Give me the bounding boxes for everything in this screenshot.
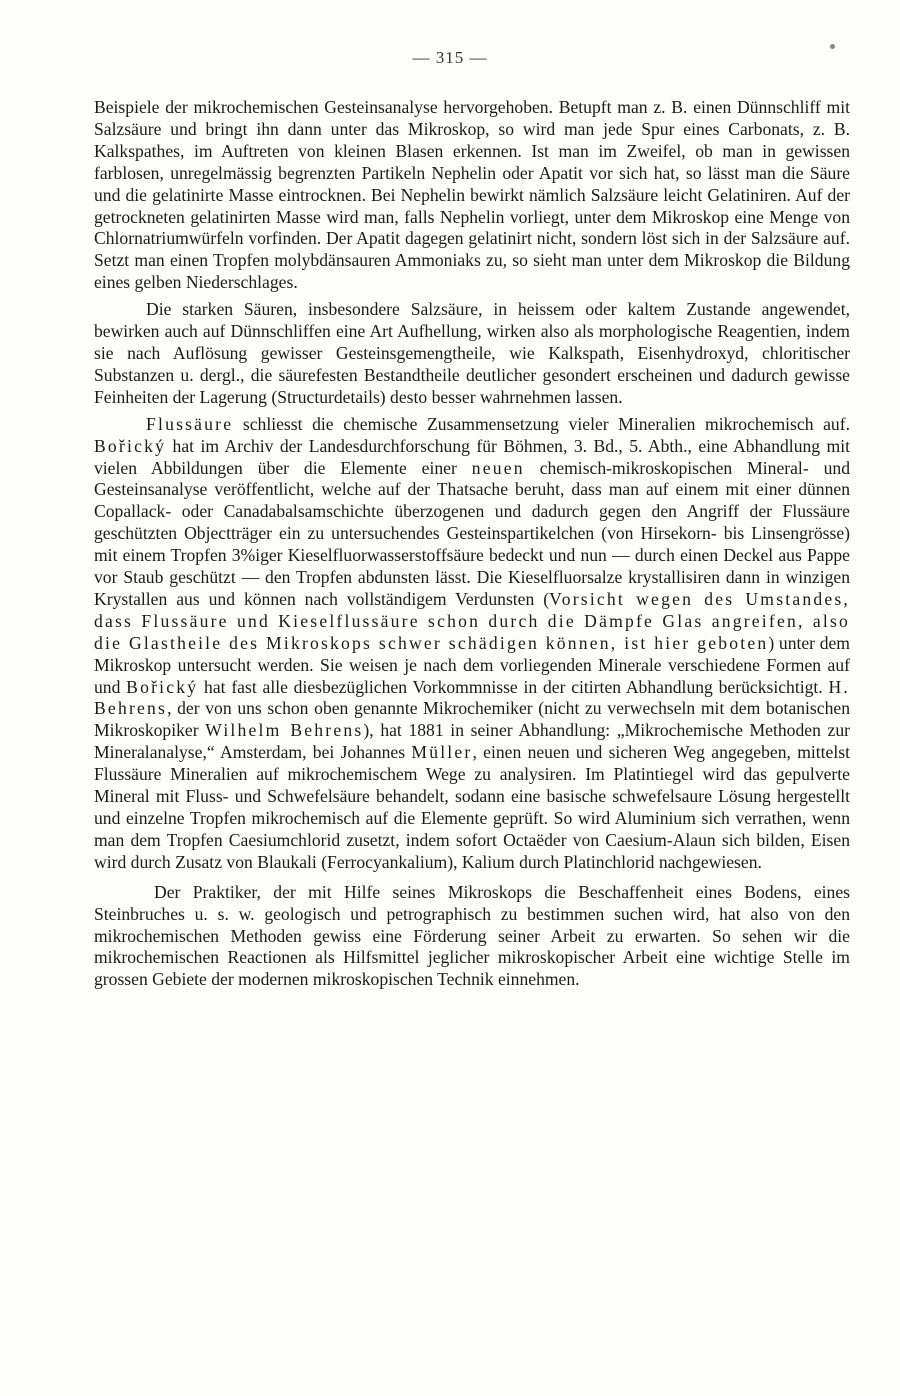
text-segment: schliesst die chemische Zusammensetzung vieler Mineralien mikrochemisch auf.: [233, 413, 850, 434]
text-segment: chemisch-mikroskopischen Mineral- und Gesteinsanalyse veröffentlicht, welche auf der Thatsache beruht, dass man auf einem mit einer dünnen Copallack- oder Canadabalsamschichte überzogenen und dadurch gegen den Angriff der Flussäure geschützten Objectträger ein zu untersuchendes Gesteinspartikelchen (von Hirsekorn- bis Linsengrösse) mit einem Tropfen 3%iger Kieselfluorwasserstoffsäure bedeckt und nun — durch einen Deckel aus Pappe vor Staub geschützt — den Tropfen abdunsten lässt. Die Kieselfluorsalze krystallisiren dann in winzigen Krystallen aus und können nach vollständigem Verdunsten (: [94, 457, 850, 609]
paragraph-4: [94, 882, 850, 992]
emphasized-text: neuen: [471, 457, 525, 478]
ink-speck: [830, 44, 835, 49]
text-segment: Die starken Säuren, insbesondere Salzsäure, in heissem oder kaltem Zustande angewendet, bewirken auch auf Dünnschliffen eine Art Aufhellung, wirken also als morphologische Reagentien, indem sie nach Auflösung gewisser Gesteinsgemengtheile, wie Kalkspath, Eisenhydroxyd, chloritischer Substanzen u. dergl., die säurefesten Bestandtheile deutlicher gesondert erscheinen und dadurch gewisse Feinheiten der Lagerung (Structurdetails) desto besser wahrnehmen lassen.: [94, 299, 850, 407]
text-segment: Beispiele der mikrochemischen Gesteinsanalyse hervorgehoben. Betupft man z. B. einen Dünnschliff mit Salzsäure und bringt ihn dann unter das Mikroskop, so wird man jede Spur eines Carbonats, z. B. Kalkspathes, im Auftreten von kleinen Blasen erkennen. Ist man im Zweifel, ob man in gewissen farblosen, unregelmässig begrenzten Partikeln Nephelin oder Apatit vor sich hat, so lässt man die Säure und die gelatinirte Masse eintrocknen. Bei Nephelin bewirkt nämlich Salzsäure leicht Gelatiniren. Auf der getrockneten gelatinirten Masse wird man, falls Nephelin vorliegt, unter dem Mikroskop eine Menge von Chlornatriumwürfeln vorfinden. Der Apatit dagegen gelatinirt nicht, sondern löst sich in der Salzsäure auf. Setzt man einen Tropfen molybdänsauren Ammoniaks zu, so sieht man unter dem Mikroskop die Bildung eines gelben Niederschlages.: [94, 97, 850, 293]
text-segment: , einen neuen und sicheren Weg angegeben, mittelst Flussäure Mineralien auf mikrochemischem Wege zu analysiren. Im Platintiegel wird das gepulverte Mineral mit Fluss- und Schwefelsäure behandelt, sodann eine basische schwefelsaure Lösung hergestellt und einzelne Tropfen mikrochemisch auf die Elemente geprüft. So wird Aluminium sich verrathen, wenn man dem Tropfen Caesiumchlorid zusetzt, indem sofort Octaëder von Caesium-Alaun sich bilden, Eisen wird durch Zusatz von Blaukali (Ferrocyankalium), Kalium durch Platinchlorid nachgewiesen.: [94, 742, 850, 872]
paragraph-1: [94, 97, 850, 294]
emphasized-text: Müller: [411, 742, 473, 763]
emphasized-text: Bořický: [126, 676, 199, 697]
body-text: [94, 97, 850, 991]
paragraph-2: [94, 299, 850, 409]
emphasized-text: Wilhelm Behrens: [205, 720, 364, 741]
text-segment: hat fast alle diesbezüglichen Vorkommnisse in der citirten Abhandlung berücksichtigt.: [198, 676, 829, 697]
text-segment: ) unter dem Mikroskop untersucht werden. Sie weisen je nach dem vorliegenden Minerale verschiedene Formen auf und: [94, 632, 850, 697]
emphasized-text: Vorsicht wegen des Umstandes, dass Flussäure und Kieselflussäure schon durch die Dämpfe Glas angreifen, also die Glastheile des Mikroskops schwer schädigen können, ist hier geboten: [94, 588, 850, 653]
text-segment: ), hat 1881 in seiner Abhandlung: „Mikrochemische Methoden zur Mineralanalyse,“ Amsterdam, bei Johannes: [94, 720, 850, 763]
emphasized-text: Bořický: [94, 435, 167, 456]
text-segment: hat im Archiv der Landesdurchforschung für Böhmen, 3. Bd., 5. Abth., eine Abhandlung mit vielen Abbildungen über die Elemente einer: [94, 435, 850, 478]
paragraph-3: [94, 414, 850, 874]
page-number: — 315 —: [412, 48, 488, 67]
text-segment: Der Praktiker, der mit Hilfe seines Mikroskops die Beschaffenheit eines Bodens, eines Steinbruches u. s. w. geologisch und petrographisch zu bestimmen suchen wird, hat also von den mikrochemischen Methoden gewiss eine Förderung seiner Arbeit zu erwarten. So sehen wir die mikrochemischen Reactionen als Hilfsmittel jeglicher mikroskopischer Arbeit eine wichtige Stelle im grossen Gebiete der modernen mikroskopischen Technik einnehmen.: [94, 881, 850, 990]
emphasized-text: H. Behrens: [94, 676, 850, 719]
text-segment: , der von uns schon oben genannte Mikrochemiker (nicht zu verwechseln mit dem botanischen Mikroskopiker: [94, 698, 850, 741]
emphasized-text: Flussäure: [146, 413, 234, 434]
